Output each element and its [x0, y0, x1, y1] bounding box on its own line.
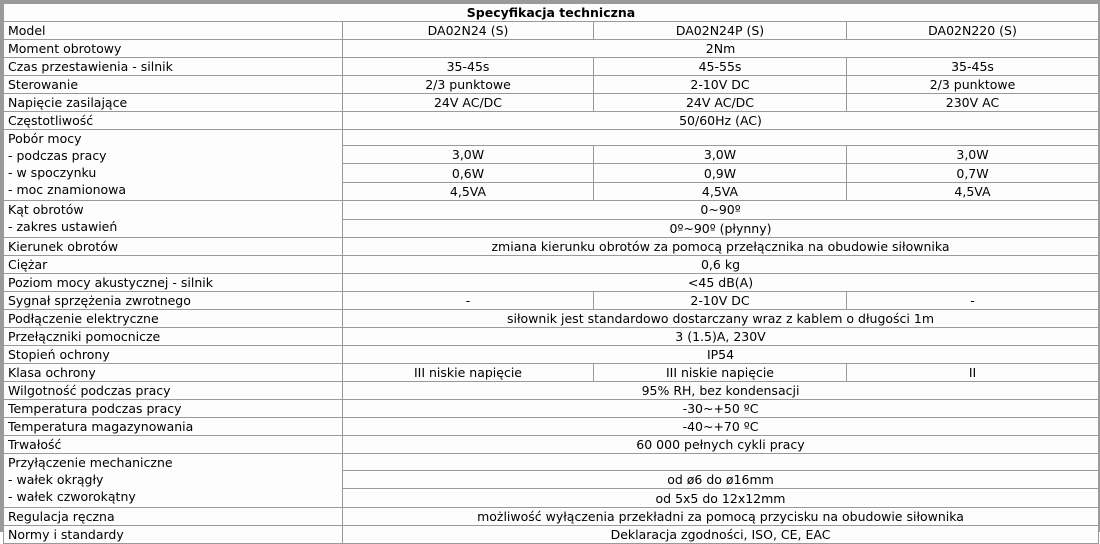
row-label-walek-okragly: - wałek okrągły — [8, 472, 104, 487]
row-label-przelaczniki-pomocnicze: Przełączniki pomocnicze — [4, 328, 342, 345]
row-value-stopien-ochrony: IP54 — [343, 346, 1098, 363]
table-row-title — [4, 4, 1098, 21]
row-label-pobor-mocy-praca: - podczas pracy — [8, 148, 107, 163]
row-value-normy-i-standardy: Deklaracja zgodności, ISO, CE, EAC — [343, 526, 1098, 543]
table-row-model — [4, 22, 1098, 39]
row-label-group-kat-obrotow — [4, 201, 342, 237]
table-row-klasa-ochrony — [4, 364, 1098, 381]
table-row-stopien-ochrony — [4, 346, 1098, 363]
row-label-kat-obrotow: Kąt obrotów — [8, 202, 84, 217]
table-row-czestotliwosc — [4, 112, 1098, 129]
table-row-trwalosc — [4, 436, 1098, 453]
table-row-ciezar — [4, 256, 1098, 273]
column-header-model-b: DA02N24P (S) — [594, 22, 846, 39]
row-label-regulacja-reczna: Regulacja ręczna — [4, 508, 342, 525]
row-label-przylaczenie-mechaniczne: Przyłączenie mechaniczne — [8, 455, 173, 470]
row-value-ciezar: 0,6 kg — [343, 256, 1098, 273]
table-row-temperatura-pracy — [4, 400, 1098, 417]
row-label-pobor-mocy: Pobór mocy — [8, 131, 82, 146]
row-value-czas-przestawienia-c: 35-45s — [847, 58, 1098, 75]
row-value-sygnal-sprzezenia-c: - — [847, 292, 1098, 309]
table-row-wilgotnosc — [4, 382, 1098, 399]
table-row-sygnal-sprzezenia — [4, 292, 1098, 309]
row-value-pobor-mocy-znamionowa-c: 4,5VA — [847, 183, 1098, 200]
row-label-kat-obrotow-zakres: - zakres ustawień — [8, 219, 118, 234]
row-value-trwalosc: 60 000 pełnych cykli pracy — [343, 436, 1098, 453]
row-value-pobor-mocy-praca-a: 3,0W — [343, 146, 593, 163]
row-value-napiecie-zasilajace-a: 24V AC/DC — [343, 94, 593, 111]
row-label-podlaczenie-elektryczne: Podłączenie elektryczne — [4, 310, 342, 327]
row-value-przelaczniki-pomocnicze: 3 (1.5)A, 230V — [343, 328, 1098, 345]
table-row-pobor-mocy-header — [4, 130, 1098, 145]
row-label-napiecie-zasilajace: Napięcie zasilające — [4, 94, 342, 111]
row-value-kat-obrotow: 0~90º — [343, 201, 1098, 219]
row-label-group-pobor-mocy — [4, 130, 342, 200]
row-label-czas-przestawienia: Czas przestawienia - silnik — [4, 58, 342, 75]
row-label-ciezar: Ciężar — [4, 256, 342, 273]
row-label-wilgotnosc: Wilgotność podczas pracy — [4, 382, 342, 399]
page-title: Specyfikacja techniczna — [4, 4, 1098, 21]
row-value-sterowanie-b: 2-10V DC — [594, 76, 846, 93]
row-label-pobor-mocy-znamionowa: - moc znamionowa — [8, 182, 127, 197]
table-row-przelaczniki-pomocnicze — [4, 328, 1098, 345]
row-value-napiecie-zasilajace-b: 24V AC/DC — [594, 94, 846, 111]
row-value-kierunek-obrotow: zmiana kierunku obrotów za pomocą przełącznika na obudowie siłownika — [343, 238, 1098, 255]
table-row-napiecie-zasilajace — [4, 94, 1098, 111]
row-label-sygnal-sprzezenia: Sygnał sprzężenia zwrotnego — [4, 292, 342, 309]
row-value-klasa-ochrony-a: III niskie napięcie — [343, 364, 593, 381]
table-row-sterowanie — [4, 76, 1098, 93]
table-row-podlaczenie-elektryczne — [4, 310, 1098, 327]
row-value-poziom-mocy-akustycznej: <45 dB(A) — [343, 274, 1098, 291]
row-value-napiecie-zasilajace-c: 230V AC — [847, 94, 1098, 111]
table-row-przylaczenie-mechaniczne — [4, 454, 1098, 470]
row-value-pobor-mocy-znamionowa-b: 4,5VA — [594, 183, 846, 200]
row-value-czas-przestawienia-a: 35-45s — [343, 58, 593, 75]
row-label-moment-obrotowy: Moment obrotowy — [4, 40, 342, 57]
row-value-pobor-mocy-spoczynek-b: 0,9W — [594, 164, 846, 181]
row-value-klasa-ochrony-c: II — [847, 364, 1098, 381]
row-label-poziom-mocy-akustycznej: Poziom mocy akustycznej - silnik — [4, 274, 342, 291]
row-value-pobor-mocy-spoczynek-a: 0,6W — [343, 164, 593, 181]
row-value-kat-obrotow-zakres: 0º~90º (płynny) — [343, 220, 1098, 238]
row-label-temperatura-pracy: Temperatura podczas pracy — [4, 400, 342, 417]
row-value-przylaczenie-mechaniczne-header — [343, 454, 1098, 470]
row-value-sygnal-sprzezenia-b: 2-10V DC — [594, 292, 846, 309]
column-header-model-a: DA02N24 (S) — [343, 22, 593, 39]
row-value-wilgotnosc: 95% RH, bez kondensacji — [343, 382, 1098, 399]
row-value-czas-przestawienia-b: 45-55s — [594, 58, 846, 75]
row-value-pobor-mocy-znamionowa-a: 4,5VA — [343, 183, 593, 200]
row-label-walek-czworokatny: - wałek czworokątny — [8, 489, 136, 504]
column-header-model-c: DA02N220 (S) — [847, 22, 1098, 39]
specification-table — [3, 3, 1099, 544]
row-value-temperatura-pracy: -30~+50 ºC — [343, 400, 1098, 417]
row-label-sterowanie: Sterowanie — [4, 76, 342, 93]
row-label-model: Model — [4, 22, 342, 39]
table-row-kierunek-obrotow — [4, 238, 1098, 255]
row-value-pobor-mocy-header — [343, 130, 1098, 145]
table-row-moment-obrotowy — [4, 40, 1098, 57]
table-row-czas-przestawienia — [4, 58, 1098, 75]
row-value-sterowanie-c: 2/3 punktowe — [847, 76, 1098, 93]
row-value-pobor-mocy-praca-b: 3,0W — [594, 146, 846, 163]
table-row-normy-i-standardy — [4, 526, 1098, 543]
row-value-klasa-ochrony-b: III niskie napięcie — [594, 364, 846, 381]
table-row-poziom-mocy-akustycznej — [4, 274, 1098, 291]
table-row-kat-obrotow — [4, 201, 1098, 219]
table-row-temperatura-magazynowania — [4, 418, 1098, 435]
row-label-trwalosc: Trwałość — [4, 436, 342, 453]
row-value-moment-obrotowy: 2Nm — [343, 40, 1098, 57]
row-value-sterowanie-a: 2/3 punktowe — [343, 76, 593, 93]
row-value-czestotliwosc: 50/60Hz (AC) — [343, 112, 1098, 129]
row-value-pobor-mocy-spoczynek-c: 0,7W — [847, 164, 1098, 181]
row-label-pobor-mocy-spoczynek: - w spoczynku — [8, 165, 97, 180]
row-value-walek-okragly: od ø6 do ø16mm — [343, 471, 1098, 489]
row-label-group-przylaczenie-mechaniczne — [4, 454, 342, 507]
row-value-pobor-mocy-praca-c: 3,0W — [847, 146, 1098, 163]
row-label-czestotliwosc: Częstotliwość — [4, 112, 342, 129]
row-label-kierunek-obrotow: Kierunek obrotów — [4, 238, 342, 255]
row-value-walek-czworokatny: od 5x5 do 12x12mm — [343, 489, 1098, 507]
row-label-stopien-ochrony: Stopień ochrony — [4, 346, 342, 363]
row-value-sygnal-sprzezenia-a: - — [343, 292, 593, 309]
row-label-temperatura-magazynowania: Temperatura magazynowania — [4, 418, 342, 435]
table-row-regulacja-reczna — [4, 508, 1098, 525]
row-value-podlaczenie-elektryczne: siłownik jest standardowo dostarczany wraz z kablem o długości 1m — [343, 310, 1098, 327]
row-label-klasa-ochrony: Klasa ochrony — [4, 364, 342, 381]
row-label-normy-i-standardy: Normy i standardy — [4, 526, 342, 543]
row-value-temperatura-magazynowania: -40~+70 ºC — [343, 418, 1098, 435]
row-value-regulacja-reczna: możliwość wyłączenia przekładni za pomocą przycisku na obudowie siłownika — [343, 508, 1098, 525]
